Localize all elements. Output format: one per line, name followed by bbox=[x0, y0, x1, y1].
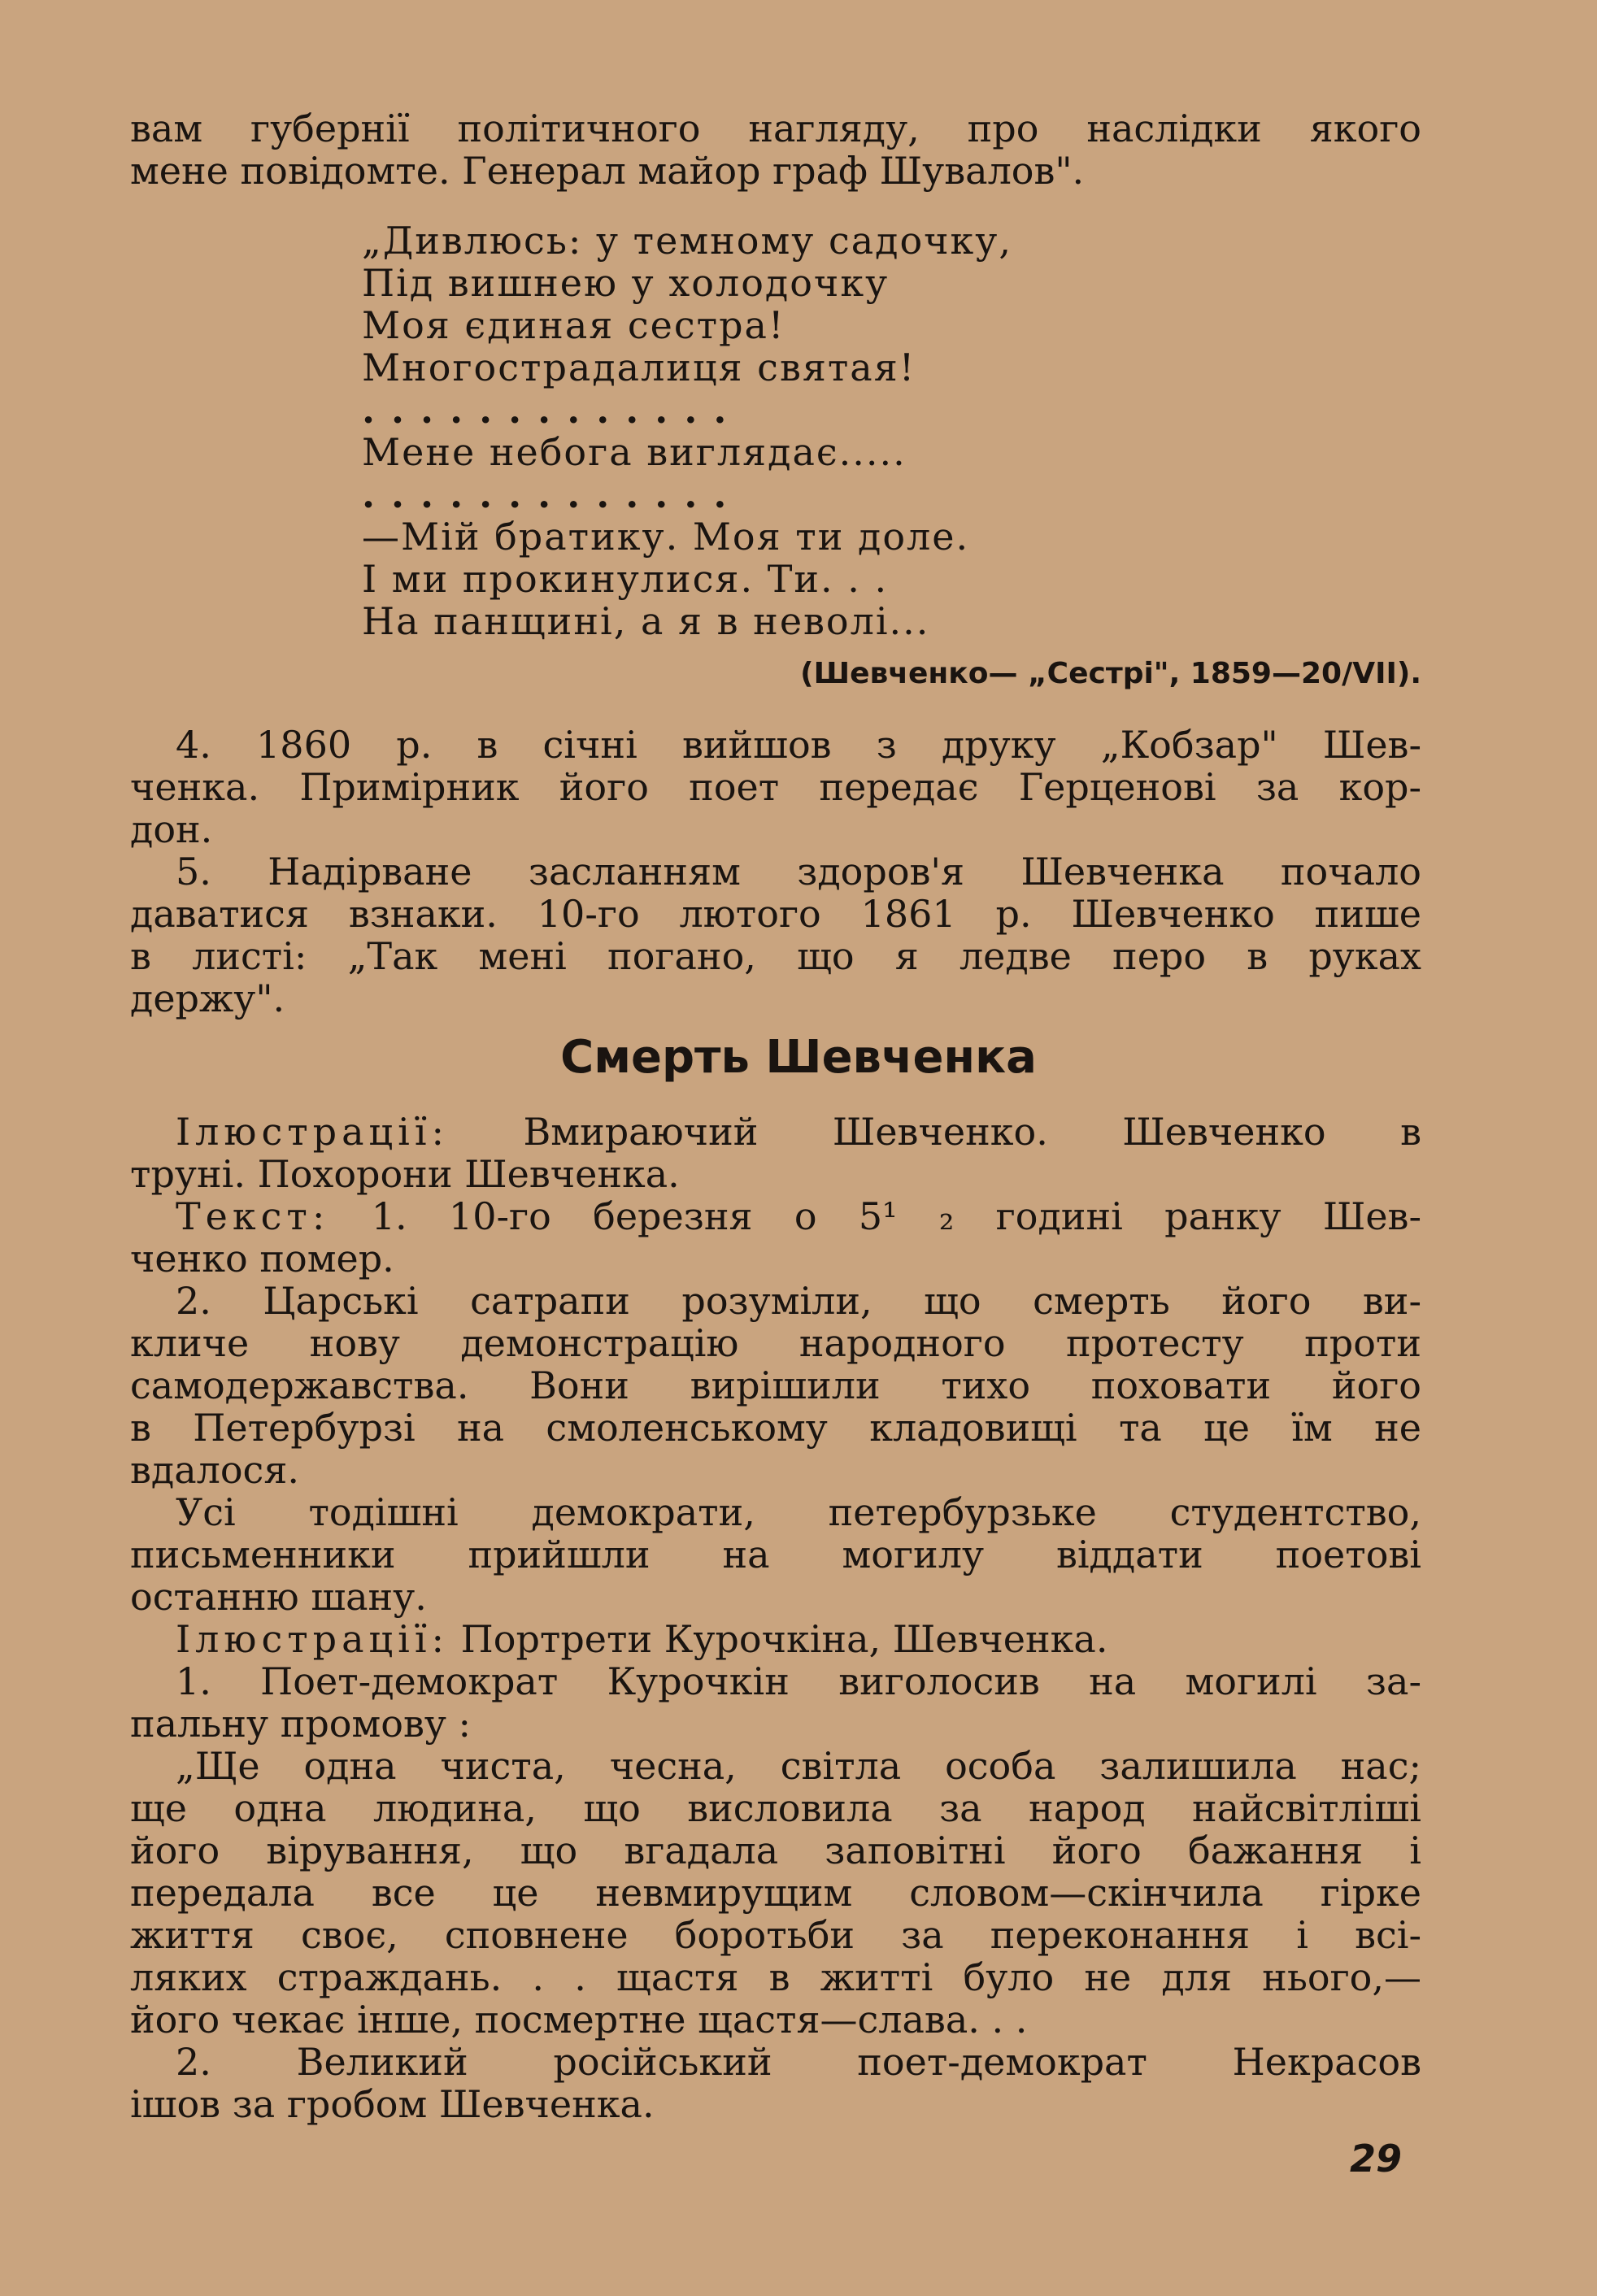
text-line: письменники прийшли на могилу віддати поетові bbox=[130, 1533, 1421, 1576]
section-heading: Смерть Шевченка bbox=[560, 1031, 1037, 1084]
text-line: „Ще одна чиста, чесна, світла особа залишила нас; bbox=[176, 1744, 1421, 1788]
text-line: останню шану. bbox=[130, 1575, 427, 1619]
text-line: ляких страждань. . . щастя в житті було не для нього,— bbox=[130, 1955, 1421, 1999]
text-line: 2. Великий російський поет-демократ Некрасов bbox=[176, 2040, 1421, 2084]
text-line: його вірування, що вгадала заповітні його бажання і bbox=[130, 1829, 1421, 1872]
label-illustrations: Ілюстрації: bbox=[176, 1617, 450, 1661]
text-line: даватися взнаки. 10-го лютого 1861 р. Шевченко пише bbox=[130, 892, 1421, 936]
text-line: в Петербурзі на смоленському кладовищі та це їм не bbox=[130, 1406, 1421, 1450]
paragraph-item-5 bbox=[130, 850, 1421, 1020]
label-illustrations: Ілюстрації: bbox=[176, 1110, 450, 1154]
quote-speech bbox=[130, 1745, 1421, 2041]
poem-line: Моя єдиная сестра! bbox=[362, 303, 785, 347]
text-line: ченко помер. bbox=[130, 1237, 394, 1281]
text-line: його чекає інше, посмертне щастя—слава. . . bbox=[130, 1998, 1028, 2042]
text-line: мене повідомте. Генерал майор граф Шувалов". bbox=[130, 149, 1085, 193]
text-line: держу". bbox=[130, 976, 285, 1020]
text-line bbox=[130, 1111, 1421, 1153]
poem-line: І ми прокинулися. Ти. . . bbox=[362, 557, 889, 601]
label-text: Текст: bbox=[176, 1194, 330, 1238]
text-line: кличе нову демонстрацію народного протесту проти bbox=[130, 1321, 1421, 1365]
text-line: 5. Надірване засланням здоров'я Шевченка почало bbox=[176, 850, 1421, 894]
paragraph-nekrasov bbox=[130, 2041, 1421, 2125]
poem-ellipsis: . . . . . . . . . . . . . bbox=[362, 472, 729, 516]
poem-line: Мене небога виглядає..... bbox=[362, 430, 907, 474]
text-line: самодержавства. Вони вирішили тихо поховати його bbox=[130, 1363, 1421, 1407]
paragraph-illustrations-1 bbox=[130, 1111, 1421, 1195]
illustrations-text: Вмираючий Шевченко. Шевченко в bbox=[449, 1110, 1421, 1154]
text-line: труні. Похорони Шевченка. bbox=[130, 1152, 680, 1196]
poem-line: На панщині, а я в неволі... bbox=[362, 599, 930, 643]
poem-line: Під вишнею у холодочку bbox=[362, 261, 890, 305]
paragraph-kurochkin bbox=[130, 1660, 1421, 1745]
paragraph-intro bbox=[130, 107, 1421, 192]
text-line: вдалося. bbox=[130, 1448, 299, 1492]
paragraph-text-1 bbox=[130, 1195, 1421, 1280]
poem-line: Многострадалиця святая! bbox=[362, 346, 916, 389]
text-line bbox=[130, 1617, 1107, 1661]
poem-ellipsis: . . . . . . . . . . . . . bbox=[362, 388, 729, 432]
text-line: 4. 1860 р. в січні вийшов з друку „Кобзар" Шев- bbox=[176, 723, 1421, 767]
text-line: Усі тодішні демократи, петербурзьке студентство, bbox=[176, 1490, 1421, 1534]
paragraph-illustrations-2 bbox=[130, 1618, 1421, 1660]
text-line: вам губернії політичного нагляду, про наслідки якого bbox=[130, 107, 1421, 150]
text-line: дон. bbox=[130, 807, 213, 851]
text-line: 1. Поет-демократ Курочкін виголосив на могилі за- bbox=[176, 1659, 1421, 1703]
text-line: життя своє, сповнене боротьби за переконання і всі- bbox=[130, 1913, 1421, 1957]
paragraph-democrats bbox=[130, 1491, 1421, 1618]
text-line: пальну промову : bbox=[130, 1702, 472, 1746]
page-number: 29 bbox=[1349, 2137, 1402, 2181]
text-line: в листі: „Так мені погано, що я ледве перо в руках bbox=[130, 934, 1421, 978]
text-line: ще одна людина, що висловила за народ найсвітліші bbox=[130, 1786, 1421, 1830]
text-content: 1. 10-го березня о 5¹ ₂ годині ранку Шев- bbox=[329, 1194, 1421, 1238]
poem bbox=[362, 220, 1012, 642]
text-line: передала все це невмирущим словом—скінчила гірке bbox=[130, 1871, 1421, 1915]
paragraph-satraps bbox=[130, 1280, 1421, 1491]
text-line: ішов за гробом Шевченка. bbox=[130, 2082, 655, 2126]
paragraph-item-4 bbox=[130, 724, 1421, 850]
illustrations-text: Портрети Курочкіна, Шевченка. bbox=[449, 1617, 1108, 1661]
poem-line: —Мій братику. Моя ти доле. bbox=[362, 515, 970, 559]
poem-citation: (Шевченко— „Сестрі", 1859—20/VII). bbox=[800, 657, 1421, 690]
text-line: ченка. Примірник його поет передає Герценові за кор- bbox=[130, 765, 1421, 809]
text-line bbox=[130, 1195, 1421, 1237]
text-line: 2. Царські сатрапи розуміли, що смерть його ви- bbox=[176, 1279, 1421, 1323]
poem-line: „Дивлюсь: у темному садочку, bbox=[362, 219, 1012, 263]
